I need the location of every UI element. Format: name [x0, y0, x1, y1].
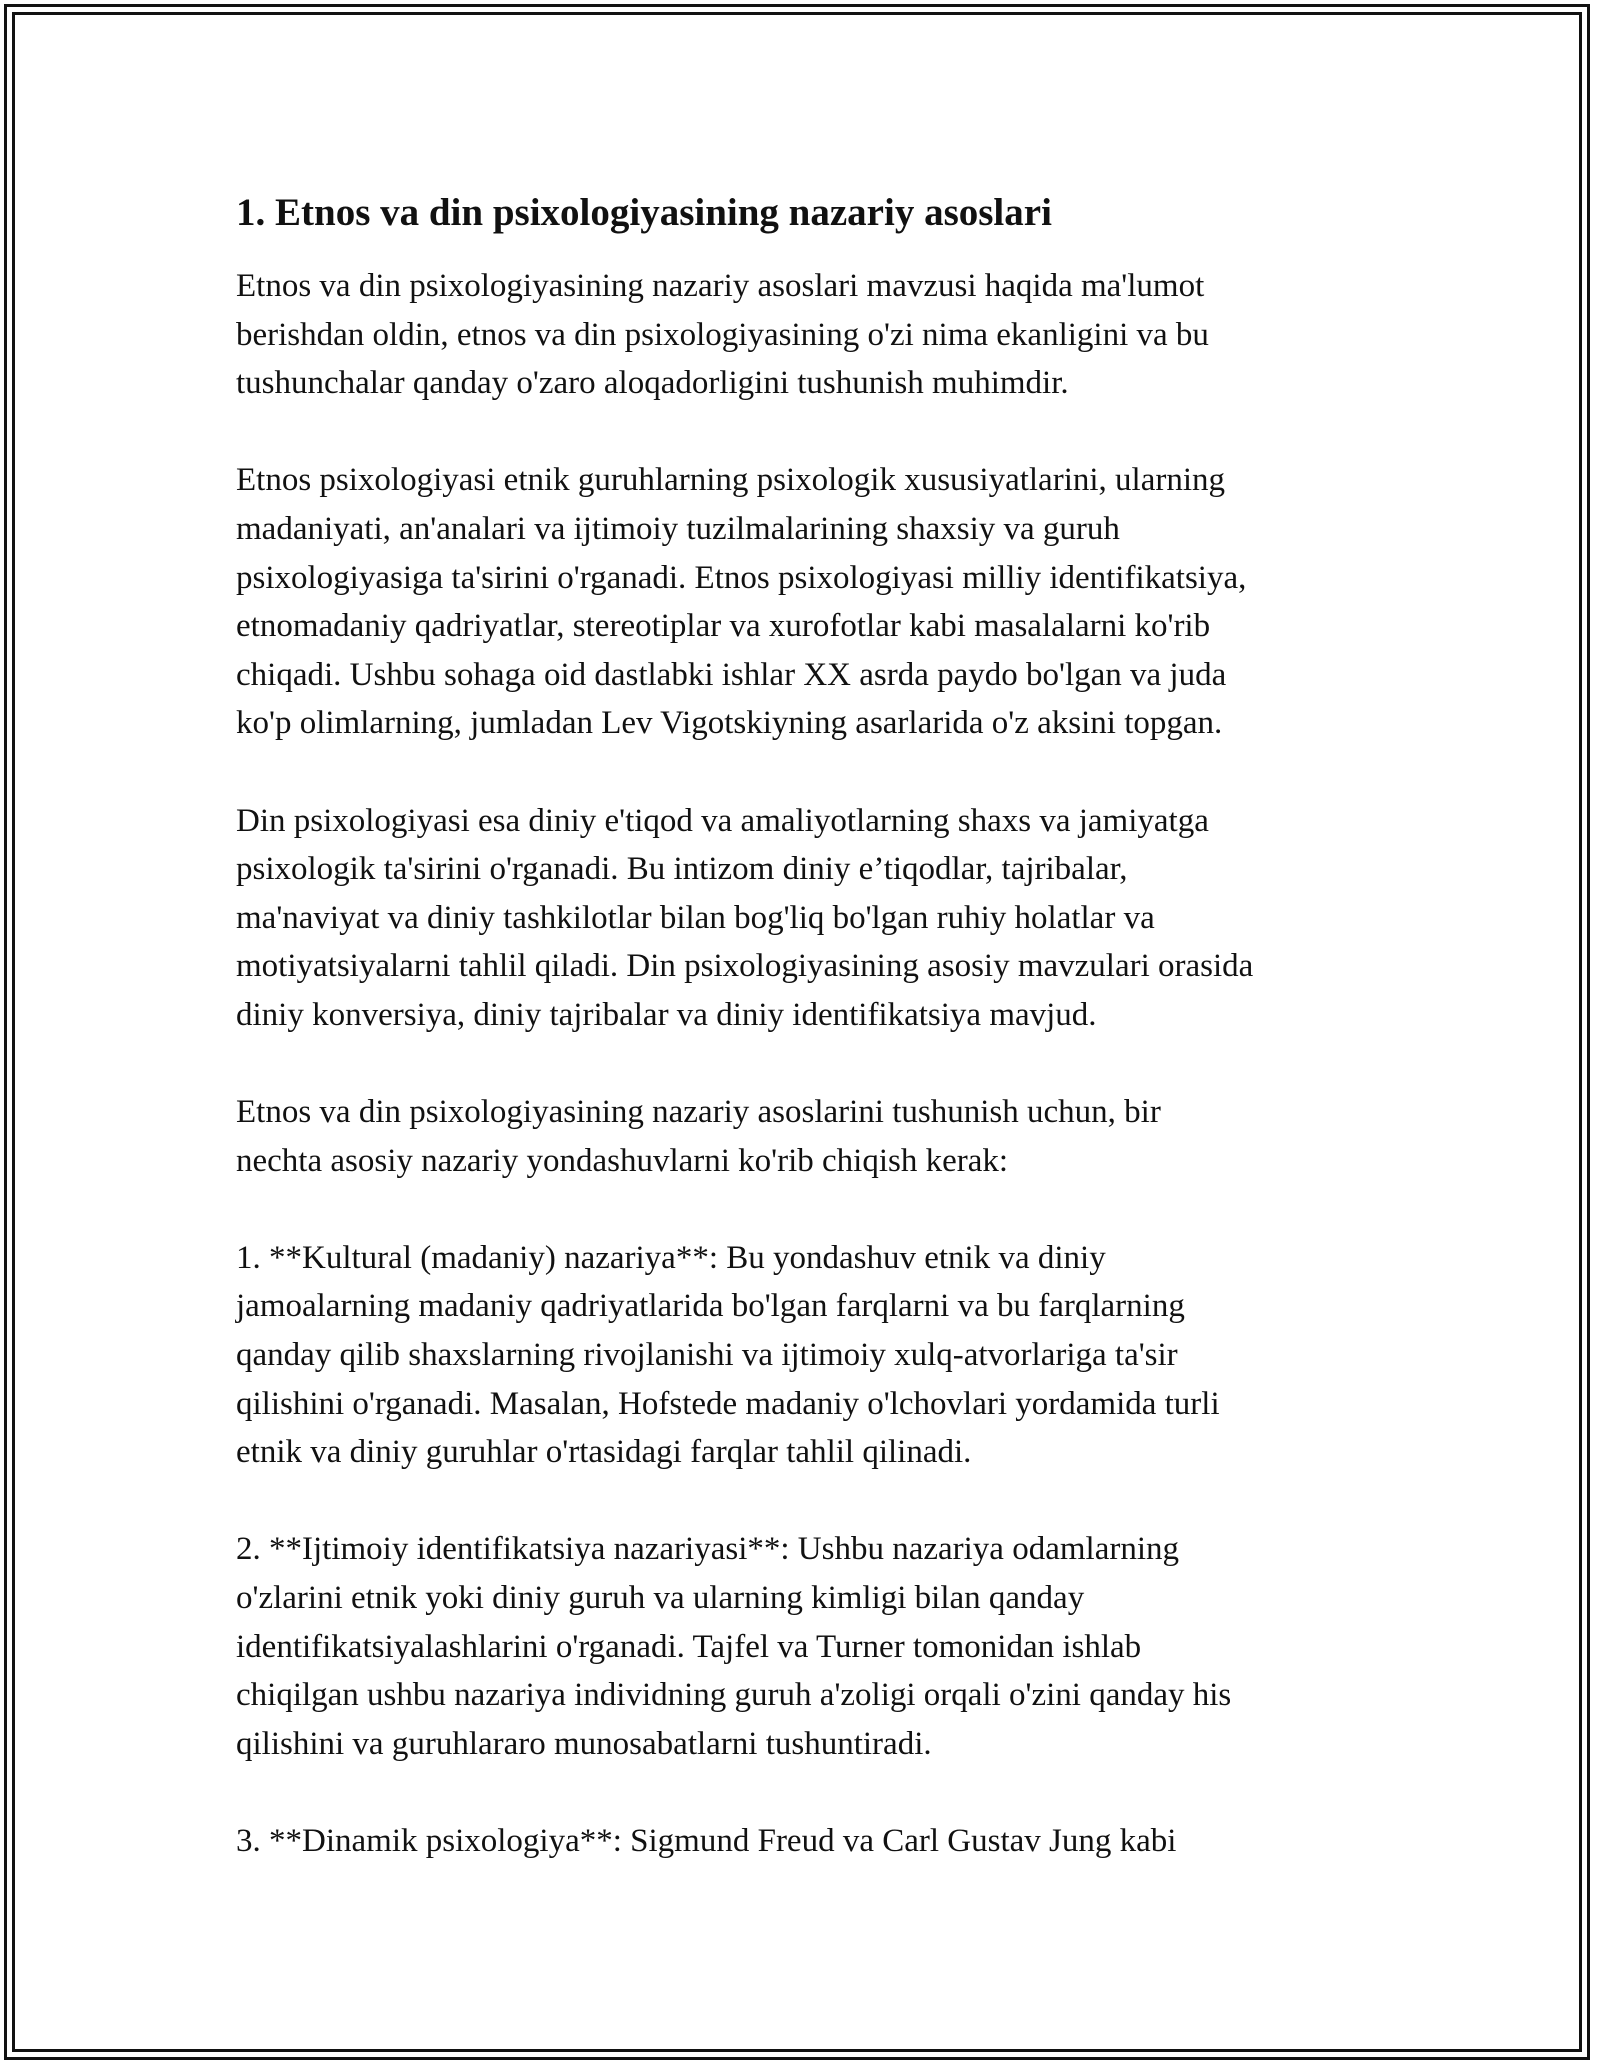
document-title: 1. Etnos va din psixologiyasining nazariy asoslari: [236, 191, 1052, 234]
paragraph-line: qanday qilib shaxslarning rivojlanishi va ijtimoiy xulq-atvorlariga ta'sir: [236, 1337, 1178, 1374]
paragraph-line: 1. **Kultural (madaniy) nazariya**: Bu yondashuv etnik va diniy: [236, 1239, 1106, 1276]
paragraph: [236, 456, 1386, 748]
paragraph-line: psixologiyasiga ta'sirini o'rganadi. Etnos psixologiyasi milliy identifikatsiya,: [236, 559, 1247, 596]
paragraph-line: qilishini o'rganadi. Masalan, Hofstede madaniy o'lchovlari yordamida turli: [236, 1385, 1220, 1422]
paragraph-line: Din psixologiyasi esa diniy e'tiqod va amaliyotlarning shaxs va jamiyatga: [236, 802, 1209, 839]
paragraph-line: diniy konversiya, diniy tajribalar va diniy identifikatsiya mavjud.: [236, 996, 1097, 1033]
paragraph: [236, 1088, 1386, 1185]
paragraph-line: motiyatsiyalarni tahlil qiladi. Din psixologiyasining asosiy mavzulari orasida: [236, 948, 1254, 985]
paragraph-line: Etnos psixologiyasi etnik guruhlarning psixologik xususiyatlarini, ularning: [236, 462, 1226, 499]
paragraph-list: [236, 262, 1386, 1866]
paragraph-line: chiqilgan ushbu nazariya individning guruh a'zoligi orqali o'zini qanday his: [236, 1677, 1232, 1714]
paragraph-line: 2. **Ijtimoiy identifikatsiya nazariyasi**: Ushbu nazariya odamlarning: [236, 1531, 1179, 1568]
paragraph-line: Etnos va din psixologiyasining nazariy asoslarini tushunish uchun, bir: [236, 1094, 1161, 1131]
paragraph-line: etnomadaniy qadriyatlar, stereotiplar va xurofotlar kabi masalalarni ko'rib: [236, 608, 1211, 645]
paragraph: [236, 1817, 1386, 1866]
paragraph: [236, 1525, 1386, 1768]
paragraph-line: madaniyati, an'analari va ijtimoiy tuzilmalarining shaxsiy va guruh: [236, 510, 1120, 547]
paragraph-line: ma'naviyat va diniy tashkilotlar bilan bog'liq bo'lgan ruhiy holatlar va: [236, 899, 1155, 936]
paragraph-line: jamoalarning madaniy qadriyatlarida bo'lgan farqlarni va bu farqlarning: [236, 1288, 1185, 1325]
paragraph-line: tushunchalar qanday o'zaro aloqadorligini tushunish muhimdir.: [236, 365, 1069, 402]
paragraph-line: nechta asosiy nazariy yondashuvlarni ko'rib chiqish kerak:: [236, 1142, 1009, 1179]
paragraph-line: identifikatsiyalashlarini o'rganadi. Tajfel va Turner tomonidan ishlab: [236, 1628, 1142, 1665]
paragraph: [236, 262, 1386, 408]
paragraph-line: psixologik ta'sirini o'rganadi. Bu intizom diniy e’tiqodlar, tajribalar,: [236, 851, 1128, 888]
paragraph-line: chiqadi. Ushbu sohaga oid dastlabki ishlar XX asrda paydo bo'lgan va juda: [236, 656, 1227, 693]
paragraph-line: ko'p olimlarning, jumladan Lev Vigotskiyning asarlarida o'z aksini topgan.: [236, 705, 1223, 742]
document-body: [236, 188, 1386, 1914]
paragraph: [236, 1234, 1386, 1477]
paragraph-line: Etnos va din psixologiyasining nazariy asoslari mavzusi haqida ma'lumot: [236, 268, 1205, 304]
paragraph-line: qilishini va guruhlararo munosabatlarni tushuntiradi.: [236, 1725, 932, 1762]
paragraph: [236, 797, 1386, 1040]
paragraph-line: 3. **Dinamik psixologiya**: Sigmund Freud va Carl Gustav Jung kabi: [236, 1823, 1177, 1859]
paragraph-line: berishdan oldin, etnos va din psixologiyasining o'zi nima ekanligini va bu: [236, 316, 1209, 353]
paragraph-line: etnik va diniy guruhlar o'rtasidagi farqlar tahlil qilinadi.: [236, 1434, 972, 1471]
paragraph-line: o'zlarini etnik yoki diniy guruh va ularning kimligi bilan qanday: [236, 1580, 1085, 1617]
